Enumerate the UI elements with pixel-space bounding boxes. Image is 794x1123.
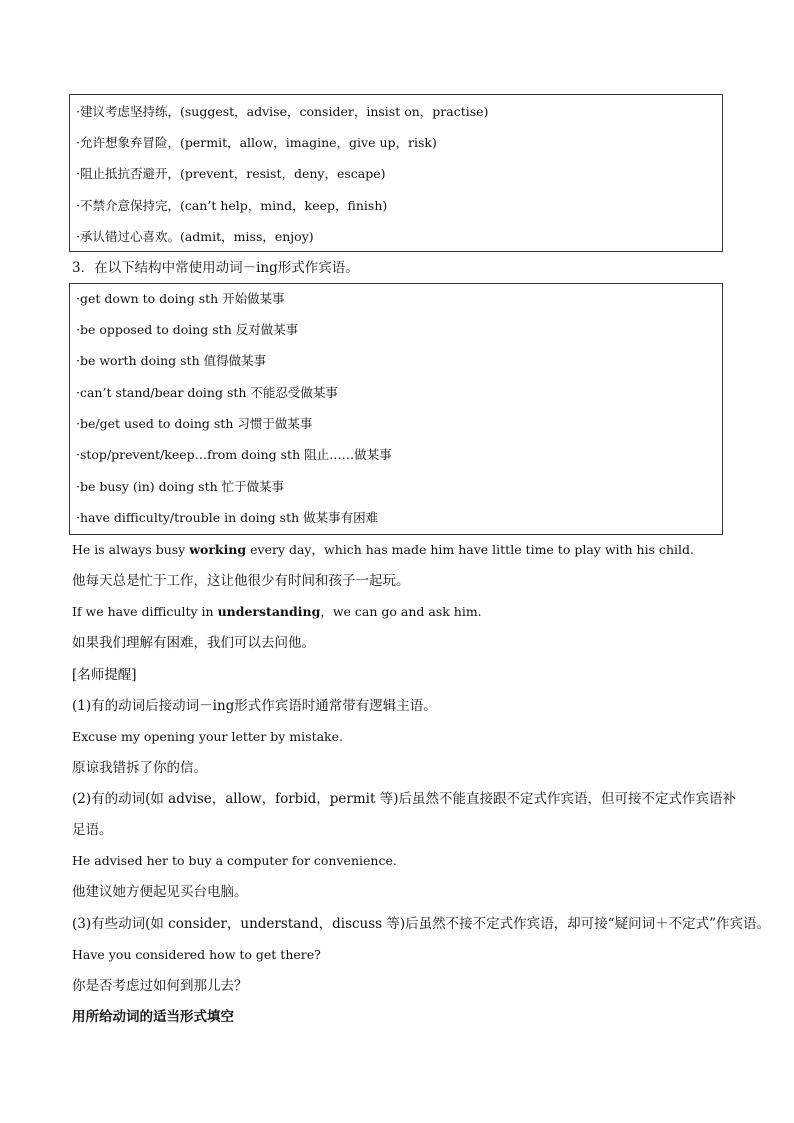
example-translation: 如果我们理解有困难，我们可以去问他。 <box>72 635 315 651</box>
structure-row: ·be worth doing sth 值得做某事 <box>76 353 267 368</box>
tip-text-continued: 足语。 <box>72 822 113 838</box>
structure-row: ·be opposed to doing sth 反对做某事 <box>76 322 299 337</box>
exercise-title: 用所给动词的适当形式填空 <box>72 1009 234 1025</box>
mnemonic-row: ·承认错过心喜欢。(admit，miss，enjoy) <box>76 229 314 244</box>
structures-box <box>69 283 723 535</box>
tip-example: He advised her to buy a computer for convenience. <box>72 853 397 868</box>
structure-row: ·be busy (in) doing sth 忙于做某事 <box>76 479 285 494</box>
mnemonic-row: ·不禁介意保持完，(can’t help，mind，keep，finish) <box>76 198 388 213</box>
example-text: If we have difficulty in <box>72 604 218 619</box>
example-sentence <box>72 604 482 620</box>
tip-text: (3)有些动词(如 consider，understand，discuss 等)后虽然不接不定式作宾语，却可接“疑问词＋不定式”作宾语。 <box>72 916 770 932</box>
tip-example: Have you considered how to get there? <box>72 947 321 962</box>
tip-translation: 原谅我错拆了你的信。 <box>72 760 207 776</box>
tip-translation: 他建议她方便起见买台电脑。 <box>72 884 248 900</box>
example-translation: 他每天总是忙于工作，这让他很少有时间和孩子一起玩。 <box>72 573 410 589</box>
mnemonic-box <box>69 94 723 252</box>
example-text: every day，which has made him have little time to play with his child. <box>246 542 695 557</box>
example-keyword: working <box>189 542 247 557</box>
example-text: He is always busy <box>72 542 190 557</box>
tip-example: Excuse my opening your letter by mistake. <box>72 729 343 744</box>
tip-text: (2)有的动词(如 advise，allow，forbid，permit 等)后虽然不能直接跟不定式作宾语，但可接不定式作宾语补 <box>72 791 736 807</box>
mnemonic-row: ·建议考虑坚持练，(suggest，advise，consider，insist on，practise) <box>76 104 489 119</box>
example-text: ，we can go and ask him. <box>320 604 482 619</box>
mnemonic-row: ·允许想象弃冒险，(permit，allow，imagine，give up，risk) <box>76 135 437 150</box>
tip-title: [名师提醒] <box>72 667 137 683</box>
example-keyword: understanding <box>217 604 321 619</box>
structure-row: ·get down to doing sth 开始做某事 <box>76 291 285 306</box>
mnemonic-row: ·阻止抵抗否避开，(prevent，resist，deny，escape) <box>76 166 386 181</box>
tip-translation: 你是否考虑过如何到那儿去？ <box>72 978 248 994</box>
structure-row: ·have difficulty/trouble in doing sth 做某事有困难 <box>76 510 379 525</box>
structure-row: ·be/get used to doing sth 习惯于做某事 <box>76 416 313 431</box>
tip-text: (1)有的动词后接动词－ing形式作宾语时通常带有逻辑主语。 <box>72 698 437 714</box>
section-heading: 3．在以下结构中常使用动词－ing形式作宾语。 <box>72 260 359 276</box>
structure-row: ·can’t stand/bear doing sth 不能忍受做某事 <box>76 385 338 400</box>
structure-row: ·stop/prevent/keep…from doing sth 阻止……做某事 <box>76 447 392 462</box>
example-sentence <box>72 542 694 558</box>
